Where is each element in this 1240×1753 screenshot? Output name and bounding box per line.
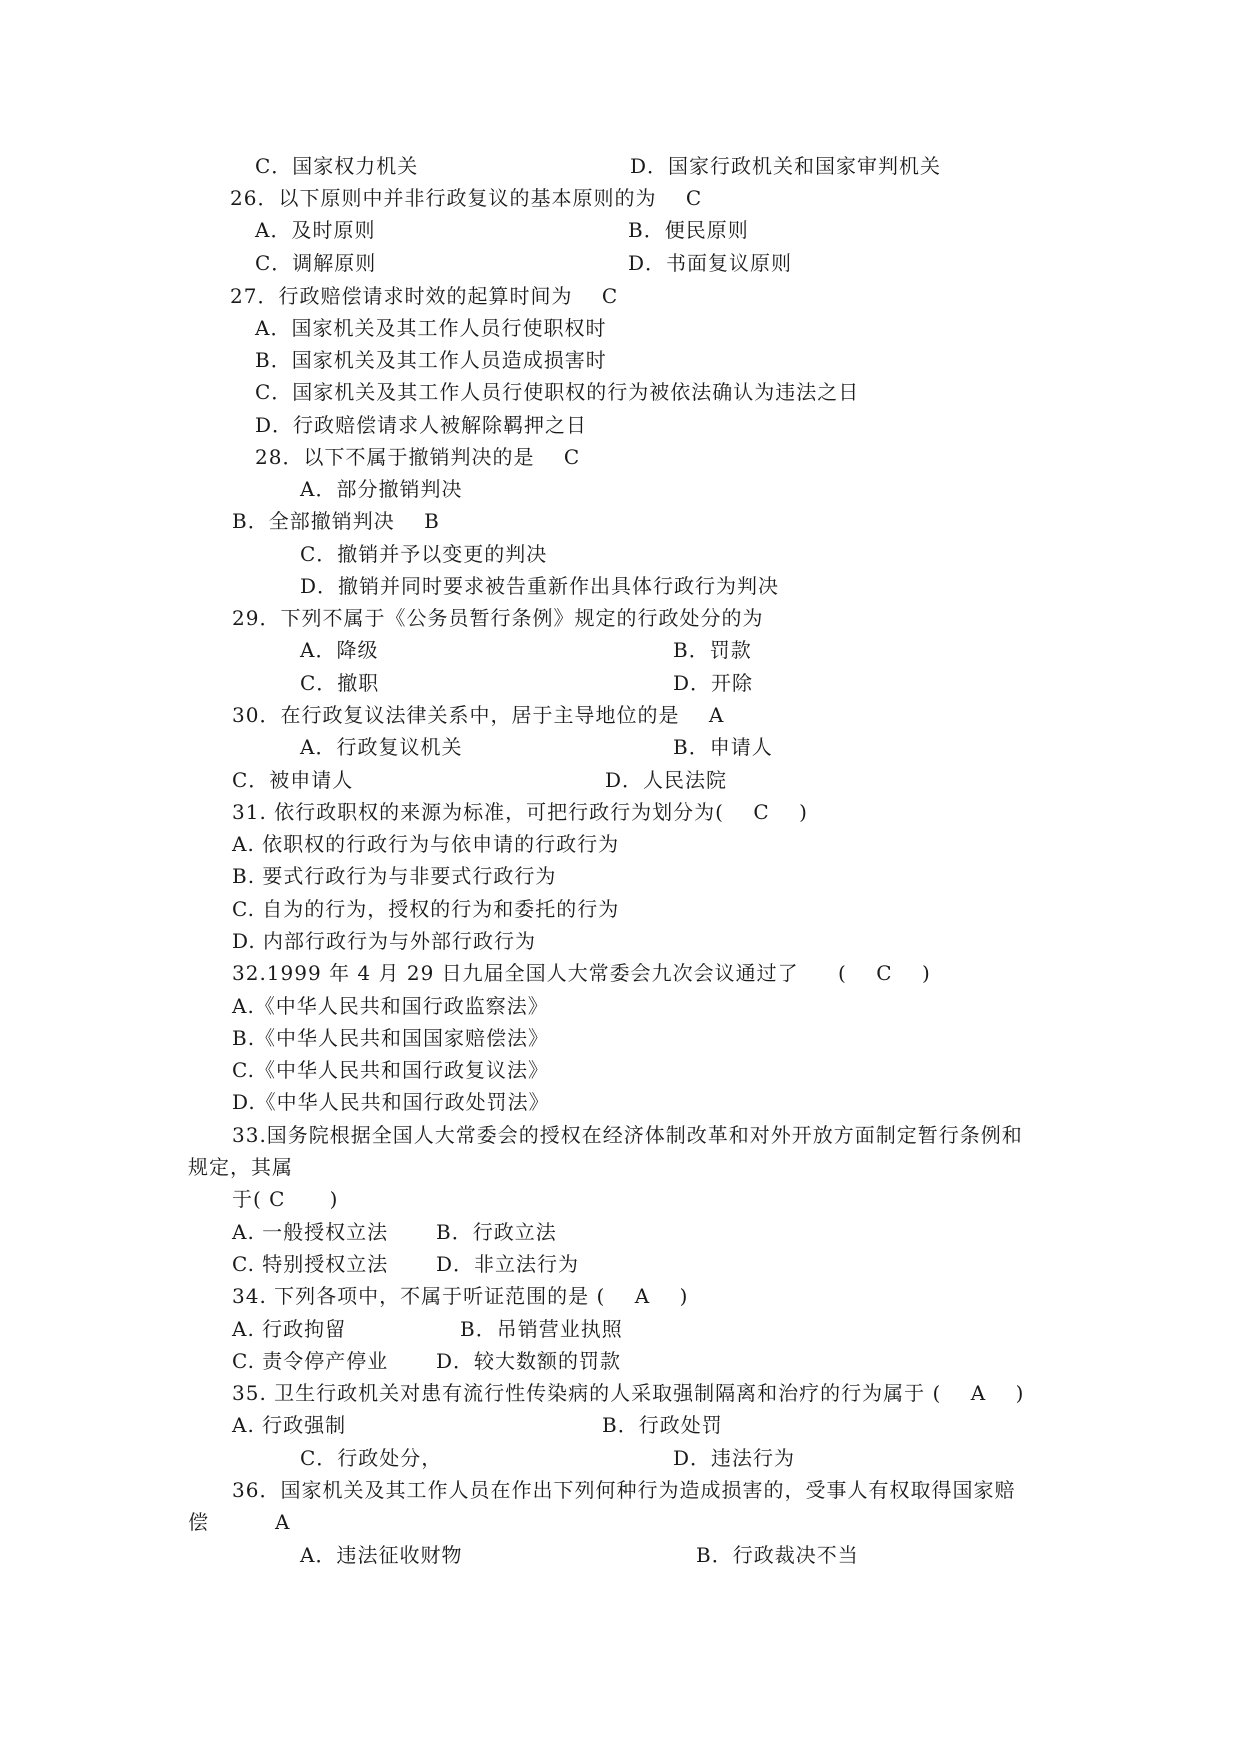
- doc-line-20: C．被申请人: [232, 768, 354, 792]
- doc-line-7: B．国家机关及其工作人员造成损害时: [255, 348, 607, 372]
- doc-line-35: C. 特别授权立法: [232, 1252, 389, 1276]
- doc-line-3: A．及时原则: [255, 218, 376, 242]
- doc-line-34-col2: B．行政立法: [436, 1220, 557, 1244]
- doc-line-15: 29．下列不属于《公务员暂行条例》规定的行政处分的为: [232, 606, 764, 630]
- doc-line-19-col2: B．申请人: [673, 735, 773, 759]
- doc-line-28: B.《中华人民共和国国家赔偿法》: [232, 1026, 550, 1050]
- doc-line-26-col2: ( C ): [838, 961, 931, 985]
- doc-line-5: 27．行政赔偿请求时效的起算时间为 C: [230, 284, 619, 308]
- doc-line-26: 32.1999 年 4 月 29 日九届全国人大常委会九次会议通过了: [232, 961, 799, 985]
- doc-line-16-col2: B．罚款: [673, 638, 752, 662]
- doc-line-4: C．调解原则: [255, 251, 377, 275]
- doc-line-27: A.《中华人民共和国行政监察法》: [232, 994, 549, 1018]
- doc-line-20-col2: D．人民法院: [605, 768, 728, 792]
- doc-line-42: 36．国家机关及其工作人员在作出下列何种行为造成损害的，受事人有权取得国家赔: [232, 1478, 1016, 1502]
- doc-line-35-col2: D．非立法行为: [436, 1252, 580, 1276]
- doc-line-1-col2: D．国家行政机关和国家审判机关: [630, 154, 942, 178]
- doc-line-44-col2: B．行政裁决不当: [696, 1543, 859, 1567]
- doc-line-6: A．国家机关及其工作人员行使职权时: [255, 316, 607, 340]
- doc-line-39: 35. 卫生行政机关对患有流行性传染病的人采取强制隔离和治疗的行为属于 ( A ): [232, 1381, 1025, 1405]
- doc-line-3-col2: B．便民原则: [628, 218, 749, 242]
- doc-line-24: C. 自为的行为，授权的行为和委托的行为: [232, 897, 620, 921]
- doc-line-37: A. 行政拘留: [232, 1317, 347, 1341]
- doc-line-10: 28．以下不属于撤销判决的是 C: [255, 445, 581, 469]
- doc-line-18: 30．在行政复议法律关系中，居于主导地位的是 A: [232, 703, 725, 727]
- doc-line-23: B. 要式行政行为与非要式行政行为: [232, 864, 557, 888]
- doc-line-13: C．撤销并予以变更的判决: [300, 542, 548, 566]
- doc-line-36: 34. 下列各项中，不属于听证范围的是 ( A ): [232, 1284, 689, 1308]
- doc-line-30: D.《中华人民共和国行政处罚法》: [232, 1090, 550, 1114]
- doc-line-37-col2: B．吊销营业执照: [460, 1317, 623, 1341]
- doc-line-17: C．撤职: [300, 671, 380, 695]
- doc-line-19: A．行政复议机关: [300, 735, 463, 759]
- doc-line-43-col2: A: [275, 1510, 291, 1534]
- doc-line-12: B．全部撤销判决 B: [232, 509, 440, 533]
- doc-line-22: A. 依职权的行政行为与依申请的行政行为: [232, 832, 620, 856]
- doc-line-38: C. 责令停产停业: [232, 1349, 389, 1373]
- doc-line-11: A．部分撤销判决: [300, 477, 463, 501]
- doc-line-14: D．撤销并同时要求被告重新作出具体行政行为判决: [300, 574, 780, 598]
- doc-line-17-col2: D．开除: [673, 671, 754, 695]
- doc-line-40-col2: B．行政处罚: [602, 1413, 723, 1437]
- doc-line-31: 33.国务院根据全国人大常委会的授权在经济体制改革和对外开放方面制定暂行条例和: [232, 1123, 1023, 1147]
- doc-line-16: A．降级: [300, 638, 379, 662]
- doc-line-29: C.《中华人民共和国行政复议法》: [232, 1058, 549, 1082]
- doc-line-33: 于( C ): [232, 1187, 339, 1211]
- doc-line-4-col2: D．书面复议原则: [628, 251, 793, 275]
- doc-line-8: C．国家机关及其工作人员行使职权的行为被依法确认为违法之日: [255, 380, 860, 404]
- doc-line-25: D. 内部行政行为与外部行政行为: [232, 929, 537, 953]
- doc-line-44: A．违法征收财物: [300, 1543, 463, 1567]
- doc-line-9: D．行政赔偿请求人被解除羁押之日: [255, 413, 588, 437]
- doc-line-2: 26．以下原则中并非行政复议的基本原则的为 C: [230, 186, 703, 210]
- doc-line-34: A. 一般授权立法: [232, 1220, 389, 1244]
- doc-line-41: C．行政处分，: [300, 1446, 443, 1470]
- doc-line-40: A. 行政强制: [232, 1413, 347, 1437]
- doc-line-38-col2: D．较大数额的罚款: [436, 1349, 622, 1373]
- doc-line-41-col2: D．违法行为: [673, 1446, 796, 1470]
- doc-line-21: 31. 依行政职权的来源为标准，可把行政行为划分为( C ): [232, 800, 808, 824]
- doc-line-1: C．国家权力机关: [255, 154, 419, 178]
- doc-line-32: 规定，其属: [188, 1155, 293, 1179]
- doc-line-43: 偿: [188, 1510, 209, 1534]
